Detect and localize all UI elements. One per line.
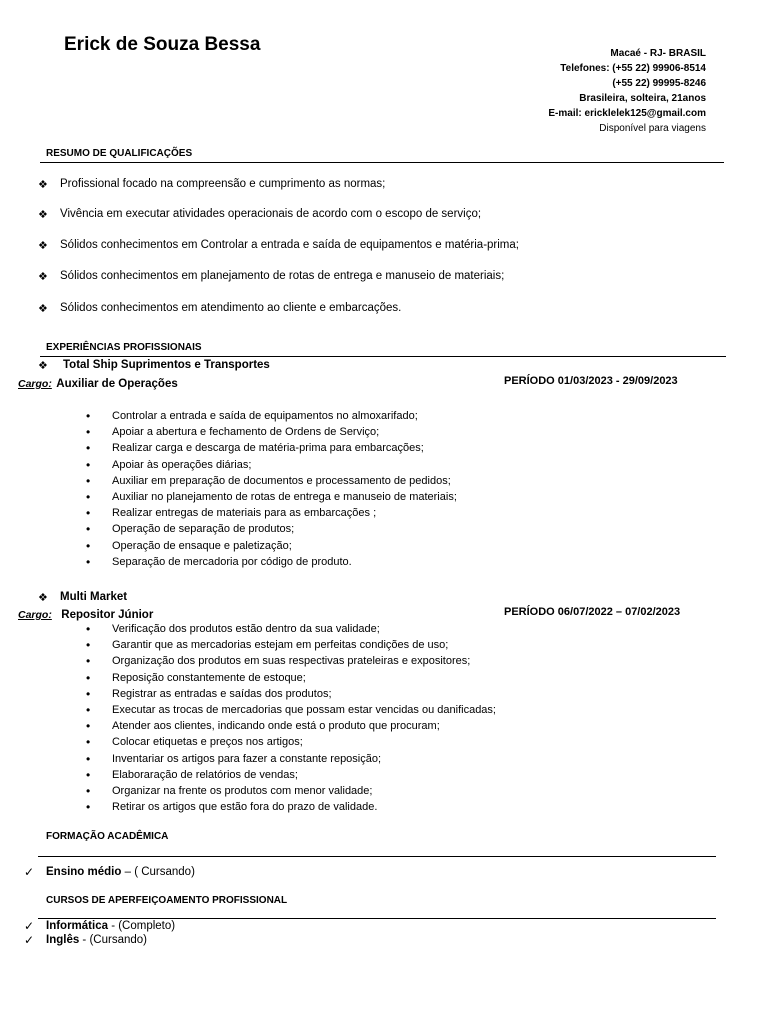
list-item: • Organizar na frente os produtos com menor validade; <box>86 783 496 799</box>
list-item: • Executar as trocas de mercadorias que possam estar vencidas ou danificadas; <box>86 702 496 718</box>
course-status: - (Cursando) <box>79 934 147 946</box>
phone-secondary: (+55 22) 99995-8246 <box>612 78 706 89</box>
checkmark-icon: ✓ <box>24 865 35 879</box>
checkmark-icon: ✓ <box>24 933 35 947</box>
experience-rule <box>40 356 726 357</box>
experience-title: EXPERIÊNCIAS PROFISSIONAIS <box>46 342 202 353</box>
list-item: • Retirar os artigos que estão fora do prazo de validade. <box>86 799 496 815</box>
list-item: • Colocar etiquetas e preços nos artigos; <box>86 734 496 750</box>
diamond-bullet-icon: ❖ <box>38 360 48 372</box>
list-item: • Atender aos clientes, indicando onde está o produto que procuram; <box>86 718 496 734</box>
job-company: Multi Market <box>60 591 128 603</box>
list-item: • Registrar as entradas e saídas dos produtos; <box>86 686 496 702</box>
course-item <box>46 934 147 946</box>
job-period: PERÍODO 06/07/2022 – 07/02/2023 <box>504 606 681 618</box>
job-period: PERÍODO 01/03/2023 - 29/09/2023 <box>504 375 678 387</box>
list-item: • Controlar a entrada e saída de equipamentos no almoxarifado; <box>86 408 457 424</box>
list-item: • Realizar entregas de materiais para as embarcações ; <box>86 505 457 521</box>
list-item: • Inventariar os artigos para fazer a constante reposição; <box>86 751 496 767</box>
courses-title: CURSOS DE APERFEIÇOAMENTO PROFISSIONAL <box>46 895 288 906</box>
qualification-item: Sólidos conhecimentos em planejamento de rotas de entrega e manuseio de materiais; <box>60 270 505 282</box>
job-title: Repositor Júnior <box>61 609 154 621</box>
cargo-label: Cargo: <box>18 378 52 390</box>
list-item: • Operação de separação de produtos; <box>86 521 457 537</box>
job-duties-list <box>86 408 457 570</box>
list-item: • Operação de ensaque e paletização; <box>86 538 457 554</box>
education-status: – ( Cursando) <box>121 866 195 878</box>
checkmark-icon: ✓ <box>24 919 35 933</box>
education-name: Ensino médio <box>46 866 122 878</box>
qualifications-title: RESUMO DE QUALIFICAÇÕES <box>46 148 193 159</box>
email: E-mail: ericklelek125@gmail.com <box>548 108 706 119</box>
list-item: • Separação de mercadoria por código de produto. <box>86 554 457 570</box>
courses-rule <box>38 918 716 919</box>
list-item: • Auxiliar no planejamento de rotas de entrega e manuseio de materiais; <box>86 489 457 505</box>
diamond-bullet-icon: ❖ <box>38 209 48 221</box>
course-status: - (Completo) <box>108 920 176 932</box>
list-item: • Realizar carga e descarga de matéria-prima para embarcações; <box>86 440 457 456</box>
list-item: • Apoiar a abertura e fechamento de Ordens de Serviço; <box>86 424 457 440</box>
candidate-name: Erick de Souza Bessa <box>64 34 261 55</box>
course-item <box>46 920 175 932</box>
course-name: Informática <box>46 920 108 932</box>
personal-info: Brasileira, solteira, 21anos <box>579 93 706 104</box>
phone-primary: Telefones: (+55 22) 99906-8514 <box>560 63 706 74</box>
job-title: Auxiliar de Operações <box>56 378 178 390</box>
list-item: • Verificação dos produtos estão dentro da sua validade; <box>86 621 496 637</box>
location: Macaé - RJ- BRASIL <box>610 48 706 59</box>
qualifications-rule <box>40 162 724 163</box>
education-item <box>46 866 195 878</box>
contact-block <box>548 46 706 136</box>
diamond-bullet-icon: ❖ <box>38 592 48 604</box>
course-name: Inglês <box>46 934 80 946</box>
cargo-label: Cargo: <box>18 609 52 621</box>
list-item: • Organização dos produtos em suas respectivas prateleiras e expositores; <box>86 653 496 669</box>
job-duties-list <box>86 621 496 815</box>
qualification-item: Vivência em executar atividades operacionais de acordo com o escopo de serviço; <box>60 208 482 220</box>
qualification-item: Sólidos conhecimentos em Controlar a entrada e saída de equipamentos e matéria-prima; <box>60 239 519 251</box>
list-item: • Apoiar às operações diárias; <box>86 457 457 473</box>
qualification-item: Profissional focado na compreensão e cumprimento as normas; <box>60 178 386 190</box>
list-item: • Reposição constantemente de estoque; <box>86 670 496 686</box>
diamond-bullet-icon: ❖ <box>38 303 48 315</box>
qualification-item: Sólidos conhecimentos em atendimento ao cliente e embarcações. <box>60 302 402 314</box>
diamond-bullet-icon: ❖ <box>38 271 48 283</box>
list-item: • Auxiliar em preparação de documentos e processamento de pedidos; <box>86 473 457 489</box>
list-item: • Elaboraração de relatórios de vendas; <box>86 767 496 783</box>
job-cargo-line <box>18 374 178 392</box>
education-title: FORMAÇÃO ACADÊMICA <box>46 831 169 842</box>
list-item: • Garantir que as mercadorias estejam em perfeitas condições de uso; <box>86 637 496 653</box>
diamond-bullet-icon: ❖ <box>38 179 48 191</box>
education-rule <box>38 856 716 857</box>
availability: Disponível para viagens <box>599 123 706 134</box>
job-company: Total Ship Suprimentos e Transportes <box>63 359 270 371</box>
diamond-bullet-icon: ❖ <box>38 240 48 252</box>
